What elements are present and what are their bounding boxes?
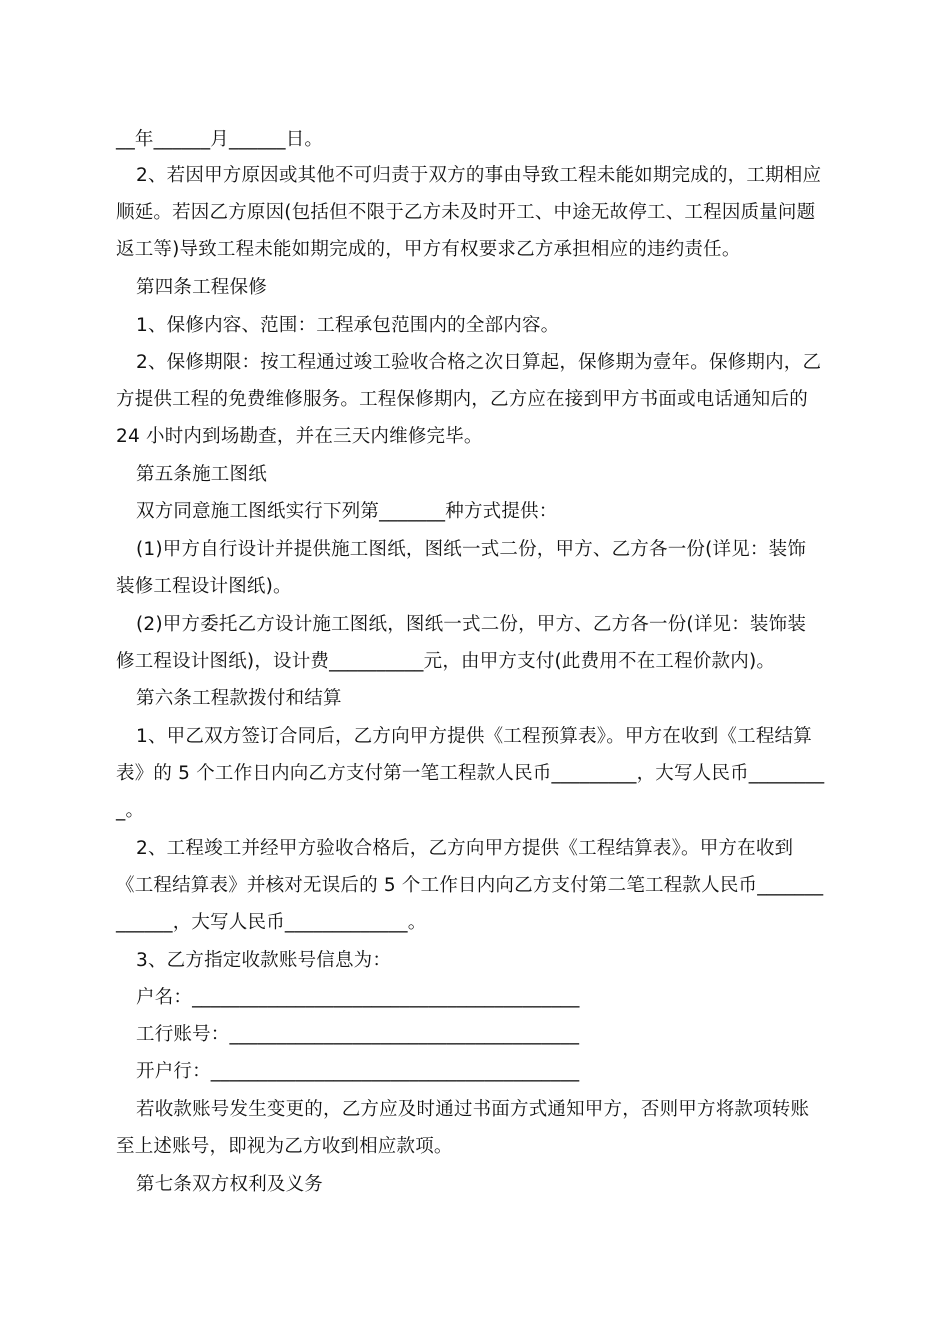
paragraph-line: (1)甲方自行设计并提供施工图纸，图纸一式二份，甲方、乙方各一份(详见：装饰: [136, 539, 807, 560]
paragraph-line: 至上述账号，即视为乙方收到相应款项。: [116, 1136, 453, 1157]
paragraph-line: 装修工程设计图纸)。: [116, 576, 292, 597]
account-number-field: 工行账号：_____________________________________: [136, 1024, 580, 1045]
section-heading: 第四条工程保修: [136, 277, 267, 298]
paragraph-line: 表》的 5 个工作日内向乙方支付第一笔工程款人民币_________，大写人民币________: [116, 763, 825, 784]
paragraph-line: 顺延。若因乙方原因(包括但不限于乙方未及时开工、中途无故停工、工程因质量问题: [116, 202, 816, 223]
paragraph-line: 若收款账号发生变更的，乙方应及时通过书面方式通知甲方，否则甲方将款项转账: [136, 1099, 810, 1120]
paragraph-line: 2、保修期限：按工程通过竣工验收合格之次日算起，保修期为壹年。保修期内，乙: [136, 352, 822, 373]
paragraph-line: 方提供工程的免费维修服务。工程保修期内，乙方应在接到甲方书面或电话通知后的: [116, 389, 808, 410]
paragraph-line: 2、工程竣工并经甲方验收合格后，乙方向甲方提供《工程结算表》。甲方在收到: [136, 838, 794, 859]
paragraph-line: 2、若因甲方原因或其他不可归责于双方的事由导致工程未能如期完成的，工期相应: [136, 165, 822, 186]
paragraph-line: 24 小时内到场勘查，并在三天内维修完毕。: [116, 426, 483, 447]
bank-branch-field: 开户行：_______________________________________: [136, 1061, 580, 1082]
section-heading: 第六条工程款拨付和结算: [136, 688, 342, 709]
account-name-field: 户名：_________________________________________: [136, 987, 580, 1008]
section-heading: 第七条双方权利及义务: [136, 1174, 324, 1195]
paragraph-line: _。: [116, 800, 145, 821]
paragraph-line: 双方同意施工图纸实行下列第_______种方式提供：: [136, 501, 558, 522]
paragraph-line: 1、保修内容、范围：工程承包范围内的全部内容。: [136, 315, 560, 336]
paragraph-line: 修工程设计图纸)，设计费__________元，由甲方支付(此费用不在工程价款内)。: [116, 651, 776, 672]
section-heading: 第五条施工图纸: [136, 464, 267, 485]
date-line: __年______月______日。: [116, 129, 324, 150]
paragraph-line: 1、甲乙双方签订合同后，乙方向甲方提供《工程预算表》。甲方在收到《工程结算: [136, 726, 812, 747]
paragraph-line: 《工程结算表》并核对无误后的 5 个工作日内向乙方支付第二笔工程款人民币_______: [116, 875, 824, 896]
paragraph-line: ______，大写人民币_____________。: [116, 912, 427, 933]
paragraph-line: 返工等)导致工程未能如期完成的，甲方有权要求乙方承担相应的违约责任。: [116, 239, 741, 260]
paragraph-line: 3、乙方指定收款账号信息为：: [136, 950, 392, 971]
paragraph-line: (2)甲方委托乙方设计施工图纸，图纸一式二份，甲方、乙方各一份(详见：装饰装: [136, 614, 807, 635]
